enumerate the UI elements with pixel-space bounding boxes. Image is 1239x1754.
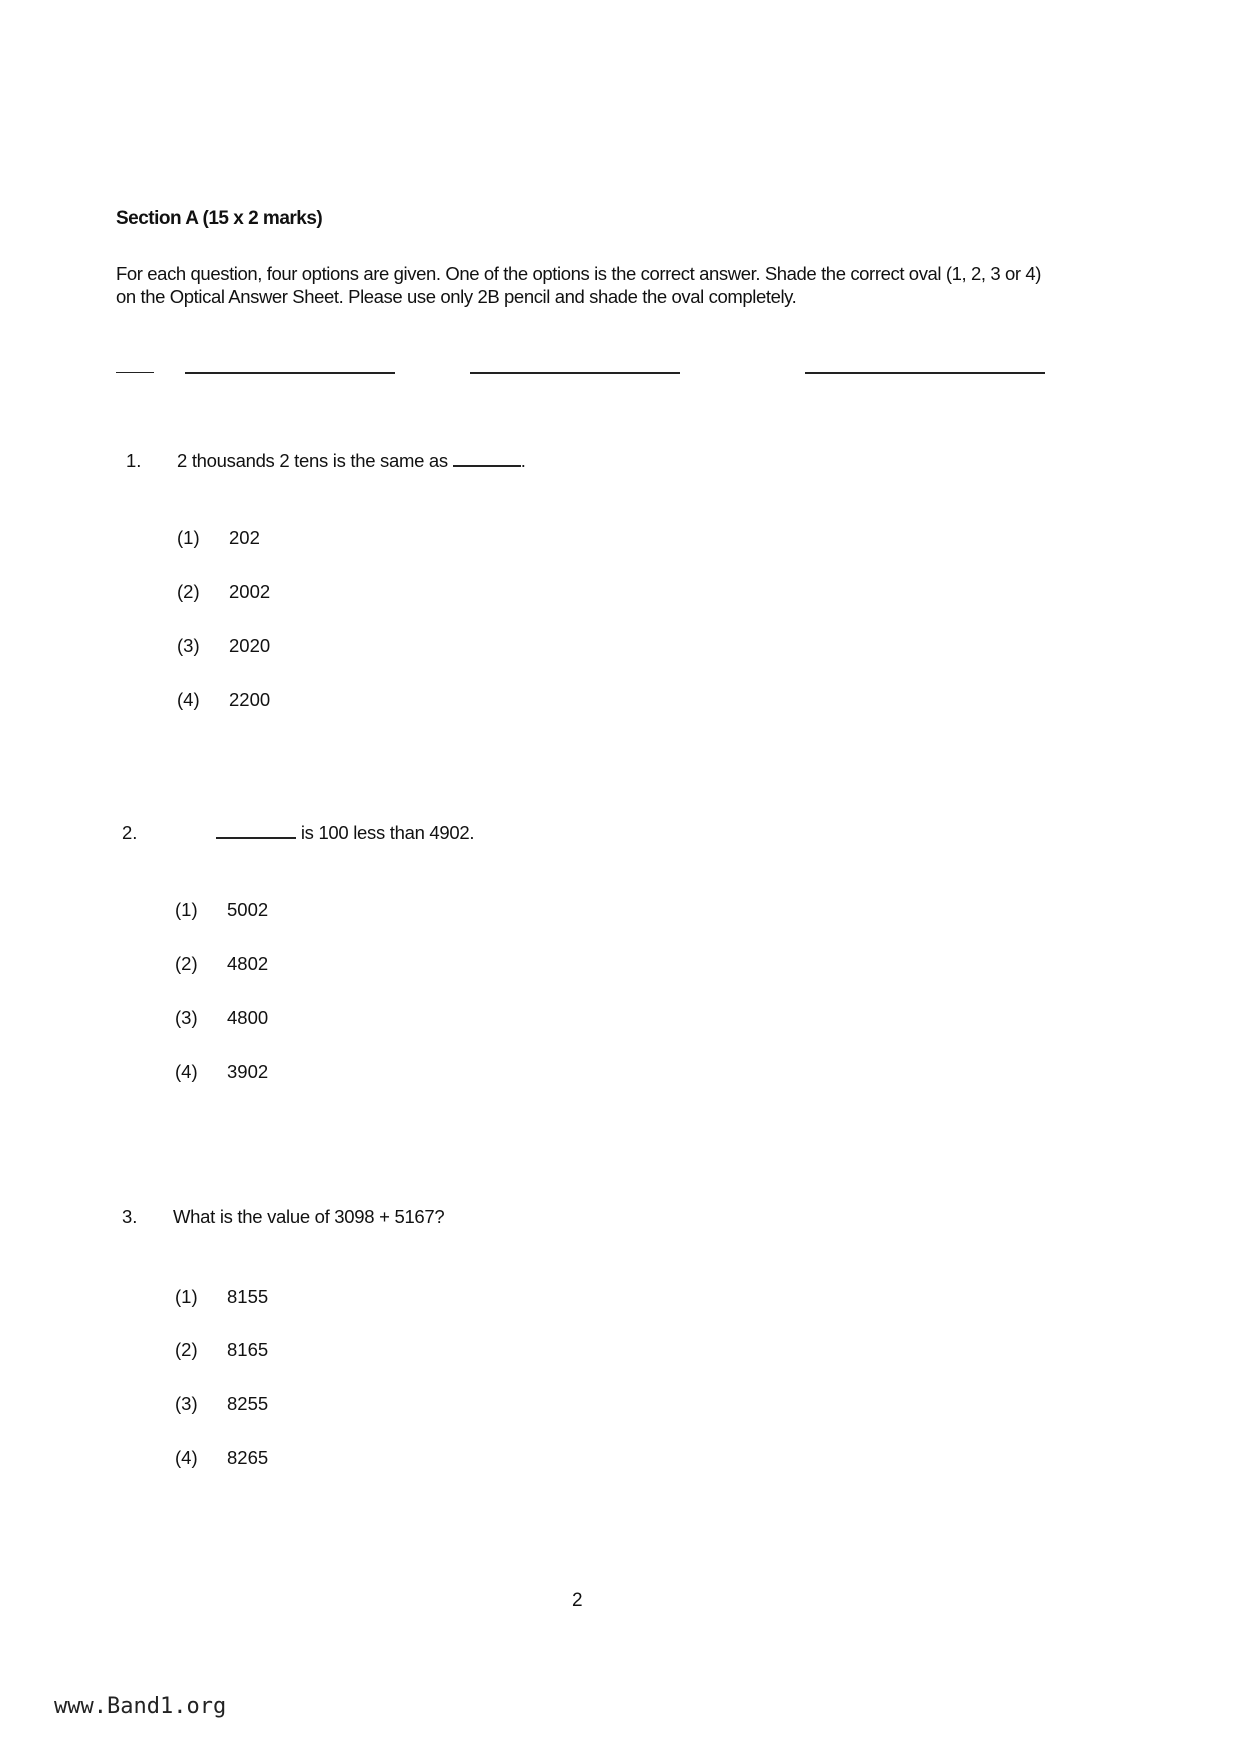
option-value: 2200	[229, 689, 271, 710]
option-label: (4)	[177, 689, 200, 710]
option-value: 2020	[229, 635, 271, 656]
option-label: (2)	[175, 953, 198, 974]
question-text-after: is 100 less than 4902.	[300, 822, 475, 843]
option-value: 8165	[227, 1339, 269, 1360]
option-label: (1)	[175, 899, 198, 920]
divider-line	[116, 372, 154, 373]
divider-line	[185, 372, 395, 374]
option-4	[175, 1061, 268, 1083]
option-3	[177, 635, 270, 657]
option-value: 8155	[227, 1286, 269, 1307]
option-value: 2002	[229, 581, 271, 602]
option-label: (3)	[175, 1007, 198, 1028]
question-number: 2.	[122, 822, 138, 843]
option-value: 5002	[227, 899, 269, 920]
option-1	[177, 527, 260, 549]
option-label: (4)	[175, 1447, 198, 1468]
question-text	[177, 450, 526, 472]
option-value: 4802	[227, 953, 269, 974]
option-value: 8255	[227, 1393, 269, 1414]
option-1	[175, 899, 268, 921]
option-label: (3)	[175, 1393, 198, 1414]
option-label: (3)	[177, 635, 200, 656]
section-instructions: For each question, four options are given. One of the options is the correct answer. Shade the correct oval (1, 2, 3 or 4) on the Optical Answer Sheet. Please use only 2B pencil and shade the oval completely.	[116, 263, 1042, 307]
page-number: 2	[572, 1590, 583, 1611]
section-title: Section A (15 x 2 marks)	[116, 208, 323, 229]
option-label: (4)	[175, 1061, 198, 1082]
question-text	[216, 822, 474, 844]
question-number: 1.	[126, 450, 142, 471]
option-value: 3902	[227, 1061, 269, 1082]
option-label: (1)	[175, 1286, 198, 1307]
answer-blank	[216, 837, 296, 839]
option-label: (2)	[177, 581, 200, 602]
option-value: 4800	[227, 1007, 269, 1028]
question-number: 3.	[122, 1206, 138, 1227]
option-2	[177, 581, 270, 603]
option-2	[175, 953, 268, 975]
option-value: 202	[229, 527, 260, 548]
option-4	[177, 689, 270, 711]
footer-watermark: www.Band1.org	[54, 1694, 227, 1719]
question-text: What is the value of 3098 + 5167?	[173, 1206, 445, 1227]
option-3	[175, 1007, 268, 1029]
option-label: (2)	[175, 1339, 198, 1360]
option-value: 8265	[227, 1447, 269, 1468]
question-text-after: .	[520, 450, 526, 471]
answer-blank	[453, 465, 521, 467]
option-1	[175, 1286, 268, 1308]
option-2	[175, 1339, 268, 1361]
option-3	[175, 1393, 268, 1415]
question-text-before: 2 thousands 2 tens is the same as	[177, 450, 448, 471]
option-label: (1)	[177, 527, 200, 548]
divider-line	[805, 372, 1045, 374]
divider-line	[470, 372, 680, 374]
option-4	[175, 1447, 268, 1469]
